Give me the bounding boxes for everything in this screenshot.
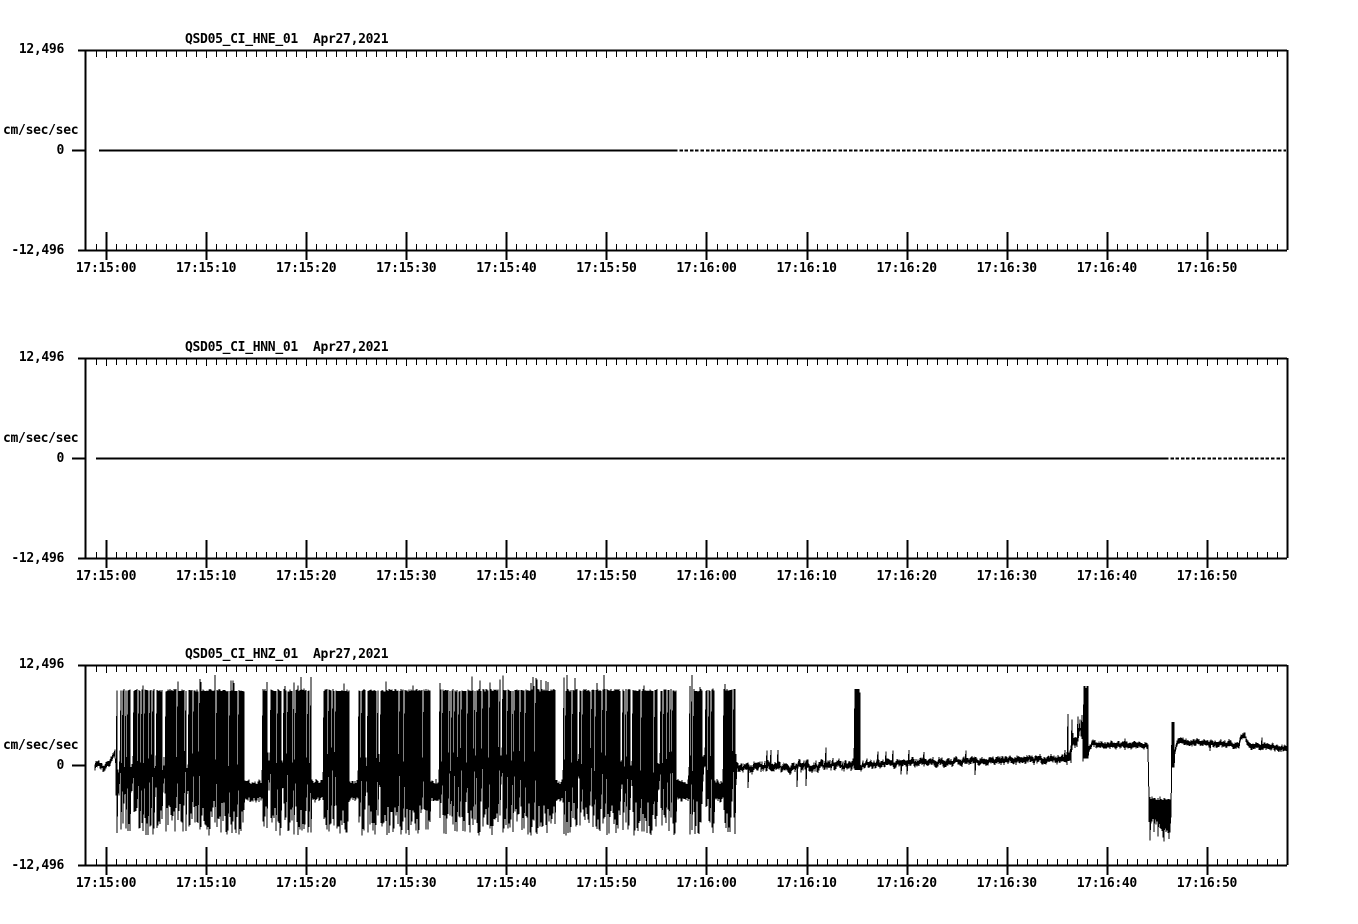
x-tick-label: 17:16:20 (876, 569, 937, 584)
y-zero-label: 0 (56, 143, 64, 158)
y-zero-label: 0 (56, 451, 64, 466)
x-tick-label: 17:15:00 (75, 569, 137, 584)
y-min-label: -12,496 (11, 551, 64, 566)
y-max-label: 12,496 (18, 657, 64, 672)
x-tick-label: 17:16:50 (1176, 876, 1238, 891)
x-tick-label: 17:15:00 (75, 261, 137, 276)
x-tick-label: 17:16:10 (776, 876, 837, 891)
x-tick-label: 17:15:30 (376, 876, 437, 891)
x-tick-label: 17:15:50 (576, 876, 637, 891)
x-tick-label: 17:16:10 (776, 261, 837, 276)
x-tick-label: 17:15:10 (175, 876, 237, 891)
x-tick-label: 17:16:00 (676, 569, 737, 584)
panel-hnz (0, 645, 1358, 901)
panel-title: QSD05_CI_HNZ_01 Apr27,2021 (185, 647, 389, 662)
x-tick-label: 17:15:10 (175, 569, 237, 584)
hne-trace-plot (0, 44, 1358, 284)
x-tick-label: 17:16:30 (976, 261, 1037, 276)
x-tick-label: 17:16:40 (1076, 261, 1137, 276)
x-tick-label: 17:16:00 (676, 876, 737, 891)
x-tick-label: 17:16:20 (876, 876, 937, 891)
panel-title: QSD05_CI_HNN_01 Apr27,2021 (185, 340, 389, 355)
x-tick-label: 17:15:00 (75, 876, 137, 891)
x-tick-label: 17:16:40 (1076, 569, 1137, 584)
x-tick-label: 17:16:50 (1176, 261, 1238, 276)
x-tick-label: 17:15:20 (276, 261, 337, 276)
y-unit-label: cm/sec/sec (3, 431, 79, 446)
panel-hnn (0, 338, 1358, 594)
x-tick-label: 17:15:40 (476, 261, 537, 276)
x-tick-label: 17:15:50 (576, 569, 637, 584)
x-tick-label: 17:15:30 (376, 261, 437, 276)
y-min-label: -12,496 (11, 858, 64, 873)
x-tick-label: 17:15:40 (476, 569, 537, 584)
hnn-trace-plot (0, 352, 1358, 592)
x-tick-label: 17:16:40 (1076, 876, 1137, 891)
x-tick-label: 17:15:10 (175, 261, 237, 276)
hnz-trace-plot (0, 659, 1358, 899)
x-tick-label: 17:16:30 (976, 569, 1037, 584)
x-tick-label: 17:15:30 (376, 569, 437, 584)
y-zero-label: 0 (56, 758, 64, 773)
x-tick-label: 17:16:50 (1176, 569, 1238, 584)
y-max-label: 12,496 (18, 350, 64, 365)
x-tick-label: 17:16:00 (676, 261, 737, 276)
x-tick-label: 17:16:10 (776, 569, 837, 584)
x-tick-label: 17:15:50 (576, 261, 637, 276)
panel-hne (0, 30, 1358, 286)
x-tick-label: 17:16:20 (876, 261, 937, 276)
panel-title: QSD05_CI_HNE_01 Apr27,2021 (185, 32, 389, 47)
y-unit-label: cm/sec/sec (3, 738, 79, 753)
x-tick-label: 17:15:20 (276, 876, 337, 891)
y-min-label: -12,496 (11, 243, 64, 258)
y-unit-label: cm/sec/sec (3, 123, 79, 138)
x-tick-label: 17:16:30 (976, 876, 1037, 891)
x-tick-label: 17:15:20 (276, 569, 337, 584)
y-max-label: 12,496 (18, 42, 64, 57)
x-tick-label: 17:15:40 (476, 876, 537, 891)
